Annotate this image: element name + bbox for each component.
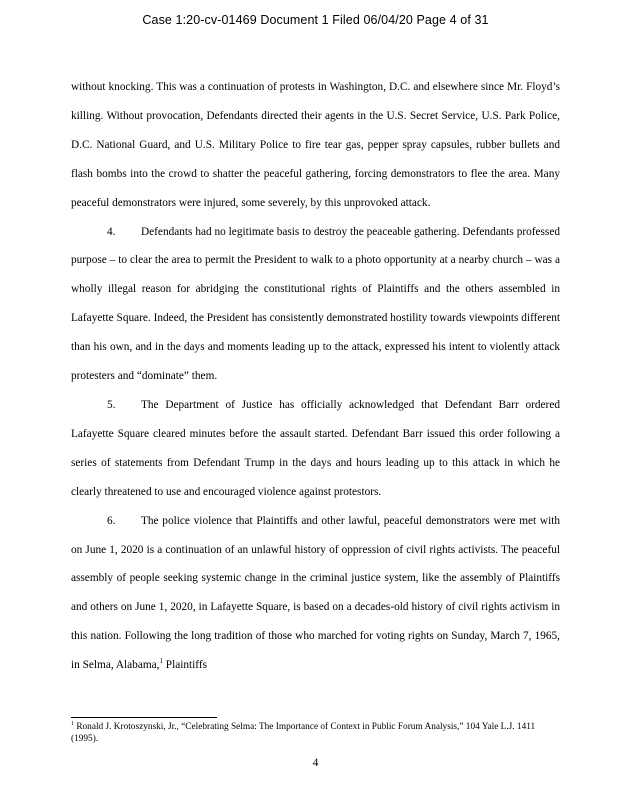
paragraph-text: The Department of Justice has officially acknowledged that Defendant Barr ordered Lafayette Square cleared minutes before the assault started. Defendant Barr issued this order following a series of statements from Defendant Trump in the days and hours leading up to this attack in which he clearly threatened to use and encouraged violence against protestors. [71, 398, 560, 498]
continued-paragraph: without knocking. This was a continuation of protests in Washington, D.C. and elsewhere since Mr. Floyd’s killing. Without provocation, Defendants directed their agents in the U.S. Secret Service, U.S. Park Police, D.C. National Guard, and U.S. Military Police to fire tear gas, pepper spray capsules, rubber bullets and flash bombs into the crowd to shatter the peaceful gathering, forcing demonstrators to flee the area. Many peaceful demonstrators were injured, some severely, by this unprovoked attack. [71, 81, 560, 209]
paragraph-number: 6. [107, 514, 116, 527]
paragraph-number: 4. [107, 225, 116, 238]
footnote-text: Ronald J. Krotoszynski, Jr., “Celebrating Selma: The Importance of Context in Public Forum Analysis,” 104 Yale L.J. 1411 (1995). [71, 722, 536, 744]
case-header: Case 1:20-cv-01469 Document 1 Filed 06/04/20 Page 4 of 31 [142, 13, 489, 27]
paragraph-text-continued: Plaintiffs [162, 659, 208, 672]
document-body [71, 73, 560, 680]
paragraph-6 [71, 507, 560, 680]
footnote [71, 722, 560, 745]
paragraph-5 [71, 391, 560, 507]
paragraph-number: 5. [107, 398, 116, 411]
footnote-mark: 1 [71, 720, 74, 727]
footnote-reference[interactable]: 1 [159, 657, 163, 666]
paragraph-4 [71, 218, 560, 391]
footnote-divider [71, 717, 217, 718]
page-number: 4 [312, 757, 319, 769]
paragraph-text: Defendants had no legitimate basis to destroy the peaceable gathering. Defendants professed purpose – to clear the area to permit the President to walk to a photo opportunity at a nearby church – was a wholly illegal reason for abridging the constitutional rights of Plaintiffs and the others assembled in Lafayette Square. Indeed, the President has consistently demonstrated hostility towards viewpoints different than his own, and in the days and moments leading up to the attack, expressed his intent to violently attack protesters and “dominate” them. [71, 225, 560, 383]
paragraph-text: The police violence that Plaintiffs and other lawful, peaceful demonstrators were met with on June 1, 2020 is a continuation of an unlawful history of oppression of civil rights activists. The peaceful assembly of people seeking systemic change in the criminal justice system, like the assembly of Plaintiffs and others on June 1, 2020, in Lafayette Square, is based on a decades-old history of civil rights activism in this nation. Following the long tradition of those who marched for voting rights on Sunday, March 7, 1965, in Selma, Alabama, [71, 514, 560, 672]
